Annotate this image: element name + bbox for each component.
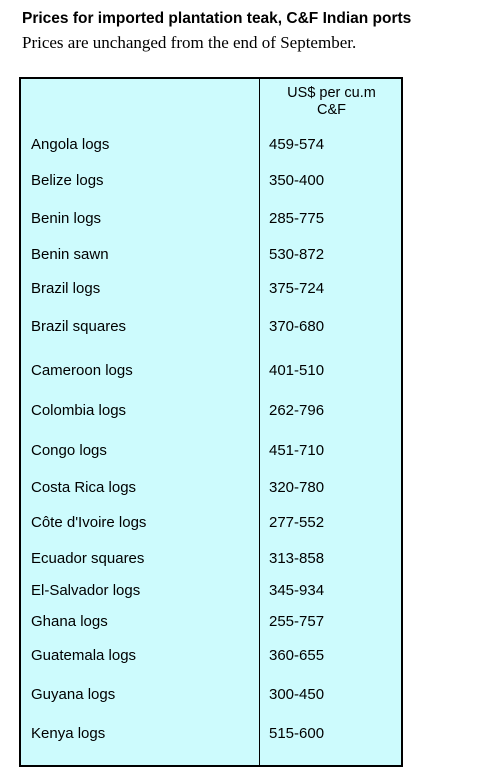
price-column-header [260,85,403,119]
table-row-label: Congo logs [31,442,107,459]
table-row-value: 459-574 [269,136,325,153]
column-divider [259,79,260,765]
table-row-label: Colombia logs [31,402,127,419]
table-row-label: Ghana logs [31,613,108,630]
table-row-label: Guyana logs [31,686,116,703]
table-row-value: 313-858 [269,550,325,567]
page-subtitle: Prices are unchanged from the end of September. [22,33,357,52]
table-row-label: Ecuador squares [31,550,145,567]
table-row-value: 285-775 [269,210,325,227]
table-row-label: Kenya logs [31,725,106,742]
table-row-label: Côte d'Ivoire logs [31,514,147,531]
header-basis-label: C&F [317,102,346,118]
table-row-label: El-Salvador logs [31,582,141,599]
table-row-value: 375-724 [269,280,325,297]
page-title: Prices for imported plantation teak, C&F Indian ports [22,10,412,27]
table-row-value: 401-510 [269,362,325,379]
table-row-label: Costa Rica logs [31,479,137,496]
table-row-label: Belize logs [31,172,104,189]
table-row-label: Brazil squares [31,318,127,335]
table-row-value: 277-552 [269,514,325,531]
table-row-value: 350-400 [269,172,325,189]
table-row-value: 360-655 [269,647,325,664]
header-unit-label: US$ per cu.m [287,85,376,101]
table-row-value: 515-600 [269,725,325,742]
table-row-label: Benin logs [31,210,102,227]
table-row-value: 530-872 [269,246,325,263]
price-table [19,77,403,767]
table-row-value: 300-450 [269,686,325,703]
table-row-value: 255-757 [269,613,325,630]
table-row-value: 320-780 [269,479,325,496]
table-row-label: Cameroon logs [31,362,133,379]
table-row-value: 262-796 [269,402,325,419]
table-row-value: 345-934 [269,582,325,599]
table-row-label: Benin sawn [31,246,109,263]
table-row-label: Angola logs [31,136,110,153]
table-row-label: Brazil logs [31,280,101,297]
table-row-label: Guatemala logs [31,647,137,664]
table-row-value: 370-680 [269,318,325,335]
table-row-value: 451-710 [269,442,325,459]
